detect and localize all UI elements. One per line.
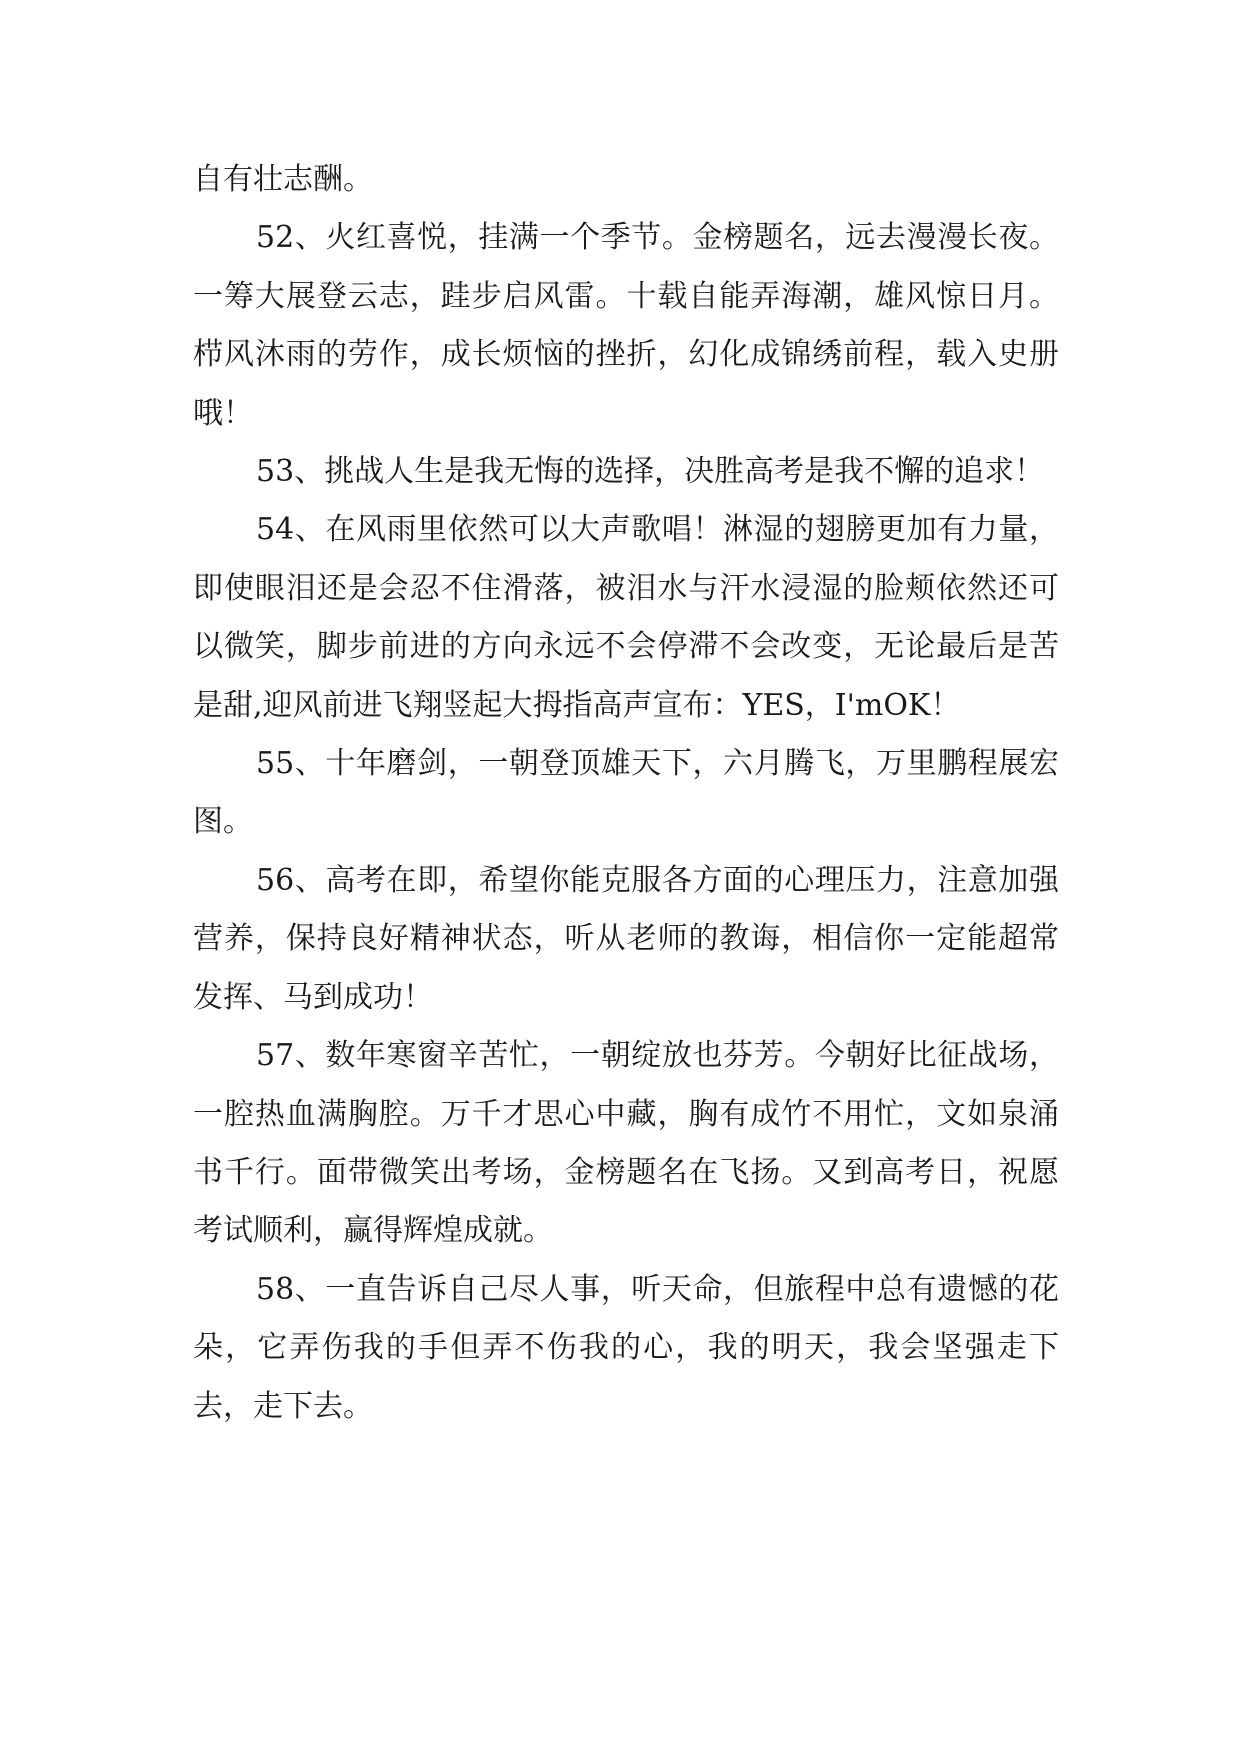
- paragraph-53: 53、挑战人生是我无悔的选择，决胜高考是我不懈的追求！: [256, 454, 1045, 490]
- paragraph-55: 55、十年磨剑，一朝登顶雄天下，六月腾飞，万里鹏程展宏图。: [193, 746, 1059, 840]
- paragraph-52: 52、火红喜悦，挂满一个季节。金榜题名，远去漫漫长夜。一筹大展登云志，跬步启风雷。十载自能弄海潮，雄风惊日月。栉风沐雨的劳作，成长烦恼的挫折，幻化成锦绣前程，载入史册哦！: [193, 220, 1059, 431]
- document-body: [193, 151, 1059, 1436]
- paragraph-57: 57、数年寒窗辛苦忙，一朝绽放也芬芳。今朝好比征战场，一腔热血满胸腔。万千才思心中藏，胸有成竹不用忙，文如泉涌书千行。面带微笑出考场，金榜题名在飞扬。又到高考日，祝愿考试顺利，赢得辉煌成就。: [193, 1038, 1059, 1249]
- paragraph-54: 54、在风雨里依然可以大声歌唱！淋湿的翅膀更加有力量，即使眼泪还是会忍不住滑落，被泪水与汗水浸湿的脸颊依然还可以微笑，脚步前进的方向永远不会停滞不会改变，无论最后是苦是甜,迎风前进飞翔竖起大拇指高声宣布：YES，I'mOK！: [193, 512, 1059, 723]
- paragraph-56: 56、高考在即，希望你能克服各方面的心理压力，注意加强营养，保持良好精神状态，听从老师的教诲，相信你一定能超常发挥、马到成功！: [193, 862, 1059, 1015]
- paragraph-58: 58、一直告诉自己尽人事，听天命，但旅程中总有遗憾的花朵，它弄伤我的手但弄不伤我的心，我的明天，我会坚强走下去，走下去。: [193, 1271, 1059, 1424]
- paragraph-continuation: 自有壮志酬。: [193, 162, 373, 197]
